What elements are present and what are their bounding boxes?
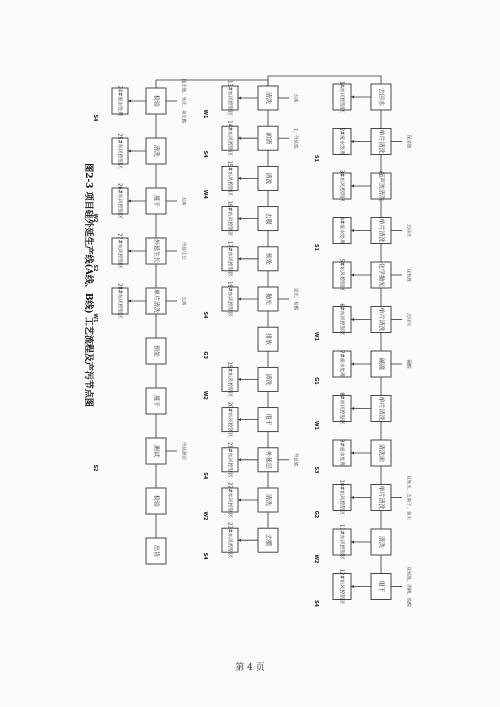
- emission-label: 22#东风控制区: [226, 482, 233, 518]
- pollutant-code: W1: [313, 421, 319, 430]
- pollutant-code: S1: [313, 154, 319, 163]
- arrow-head: [351, 229, 354, 232]
- process-step-label: 清洗: [264, 493, 272, 507]
- pollutant-code: S4: [313, 599, 319, 608]
- pollutant-code: W4: [202, 189, 208, 199]
- emission-label: 15#东风控制区: [226, 160, 233, 197]
- input-material-label: 去离: [180, 296, 186, 306]
- column-link: [268, 76, 381, 86]
- emission-label: 3#东风控制区: [338, 169, 345, 203]
- pollutant-code: S1: [313, 243, 319, 252]
- process-step-label: 甩干: [264, 413, 272, 426]
- pollutant-code: G1: [313, 377, 319, 385]
- emission-label: 11#东风控制区: [338, 524, 345, 560]
- arrow-head: [351, 585, 354, 588]
- pollutant-code: W2: [313, 554, 319, 564]
- emission-label: 9#废水处理: [338, 439, 345, 467]
- process-step-label: 清洗: [264, 373, 272, 386]
- input-material-label: 去回水: [405, 312, 411, 327]
- input-material-label: 抛光液、氧化、氢化酸: [180, 78, 186, 124]
- emission-label: 16#东风控制区: [226, 200, 233, 237]
- arrow-head: [351, 140, 354, 143]
- pollutant-code: S4: [202, 472, 208, 480]
- arrow-head: [351, 318, 354, 321]
- process-step-label: 去回水: [377, 87, 385, 107]
- process-step-label: 单片清洗: [377, 307, 385, 332]
- process-step-label: 预处: [264, 252, 272, 265]
- process-step-label: 前清: [264, 132, 272, 145]
- emission-label: 19#东风控制区: [226, 361, 233, 398]
- process-step-label: 碱腐: [377, 357, 385, 371]
- process-step-label: 甩干: [152, 194, 160, 208]
- arrow-head: [351, 541, 354, 544]
- pollutant-code: S2: [92, 264, 98, 272]
- process-step-label: 排放: [264, 333, 272, 346]
- process-step-label: 清洗: [264, 91, 272, 105]
- emission-label: 23#东风控制区: [226, 522, 233, 558]
- figure-caption: 图2-3 项目硅外延生产线(A线、B线) 工艺流程及产污节点图: [83, 163, 93, 407]
- process-step-label: 预处: [152, 344, 160, 358]
- emission-label: 24#废水处理: [116, 85, 123, 117]
- process-step-label: 抛光: [264, 292, 272, 306]
- input-material-label: 外延测试: [180, 442, 186, 460]
- flow-column-3: [92, 79, 188, 565]
- process-step-label: 单片清洗: [377, 218, 385, 243]
- process-step-label: 甩干: [377, 580, 385, 593]
- arrow-head: [351, 185, 354, 188]
- process-step-label: 清洗前: [377, 443, 385, 463]
- process-step-label: 单片清洗: [377, 485, 385, 510]
- input-material-label: 双氧液、酒精、盐酸: [405, 566, 411, 607]
- emission-label: 7#废水处理: [338, 350, 345, 378]
- input-material-label: 外延底: [292, 453, 298, 467]
- process-step-label: 检验: [152, 94, 160, 108]
- emission-label: 1A东风控制区: [338, 81, 345, 113]
- arrow-head: [351, 452, 354, 455]
- pollutant-code: W1: [92, 313, 98, 323]
- flow-column-2: [202, 80, 300, 560]
- pollutant-code: S4: [92, 114, 98, 122]
- pollutant-code: W2: [202, 390, 208, 400]
- input-material-label: 1、外延底: [292, 127, 298, 149]
- process-step-label: 清洗: [377, 535, 385, 549]
- input-material-label: 双氧水、去离子、氨水: [405, 475, 411, 520]
- pollutant-code: S3: [313, 466, 319, 474]
- input-material-label: 氯化、盐酸: [292, 287, 298, 311]
- process-step-label: 测试: [152, 444, 160, 458]
- pollutant-code: W1: [202, 109, 208, 119]
- input-material-label: 去离: [180, 196, 186, 206]
- emission-label: 18#东风控制区: [226, 281, 233, 317]
- process-step-label: 单片清洗: [377, 396, 385, 421]
- arrow-head: [351, 96, 354, 99]
- input-material-label: 双氧液: [405, 268, 411, 282]
- process-step-label: 外延层: [264, 450, 272, 469]
- process-step-label: 检验: [152, 494, 160, 508]
- pollutant-code: W1: [313, 332, 319, 341]
- arrow-head: [351, 496, 354, 499]
- emission-label: 10#东风控制区: [338, 479, 345, 516]
- process-step-label: 化学抛光: [377, 262, 385, 288]
- process-step-label: 出货: [152, 544, 160, 558]
- process-step-label: 去膜: [264, 212, 272, 225]
- process-step-label: 单片清洗: [377, 129, 385, 154]
- emission-label: 6#东风控制区: [338, 303, 345, 336]
- column-link: [156, 80, 268, 88]
- emission-label: 13#东风控制区: [226, 80, 233, 116]
- emission-label: 27#东风控制区: [116, 233, 123, 269]
- pollutant-code: S4: [202, 150, 208, 158]
- pollutant-code: W2: [202, 511, 208, 521]
- emission-label: 21#东风控制区: [226, 442, 233, 478]
- emission-label: 20#东风控制区: [226, 401, 233, 438]
- arrow-head: [351, 274, 354, 277]
- input-material-label: 外延生长: [180, 242, 186, 260]
- process-step-label: 超声波清洗: [377, 170, 385, 202]
- pollutant-code: G3: [202, 351, 208, 359]
- arrow-head: [351, 407, 354, 410]
- emission-label: 28#东风控制区: [116, 283, 123, 319]
- emission-label: 2#废水处理: [338, 127, 345, 156]
- process-step-label: 单片清洗: [152, 288, 160, 314]
- emission-label: 26#东风控制区: [116, 183, 123, 219]
- process-step-label: 甩干: [152, 394, 160, 408]
- emission-label: 5#东风控制区: [338, 258, 345, 292]
- process-step-label: 清洗: [152, 144, 160, 158]
- emission-label: 4#废水处理: [338, 216, 345, 245]
- emission-label: 25#东风控制区: [116, 133, 123, 169]
- pollutant-code: S2: [92, 464, 98, 472]
- process-step-label: 外延生长: [152, 238, 160, 264]
- input-material-label: 去离: [292, 93, 298, 103]
- process-step-label: 去膜: [264, 534, 272, 547]
- pollutant-code: S4: [202, 552, 208, 560]
- pollutant-code: S4: [202, 311, 208, 319]
- input-material-label: 去回水: [405, 223, 411, 238]
- input-material-label: 碱酸: [405, 359, 411, 369]
- emission-label: 12#东风控制区: [338, 568, 345, 605]
- emission-label: 17#东风控制区: [226, 241, 233, 277]
- arrow-head: [351, 363, 354, 366]
- pollutant-code: G2: [313, 510, 319, 519]
- page-number: 第 4 页: [235, 663, 265, 673]
- emission-label: 8#东风控制区: [338, 392, 345, 425]
- process-step-label: 清洗: [264, 172, 272, 185]
- emission-label: 14#东风控制区: [226, 120, 233, 156]
- flow-column-1: [313, 81, 413, 607]
- input-material-label: 保清液: [405, 134, 411, 149]
- pollutant-code: W2: [92, 213, 98, 223]
